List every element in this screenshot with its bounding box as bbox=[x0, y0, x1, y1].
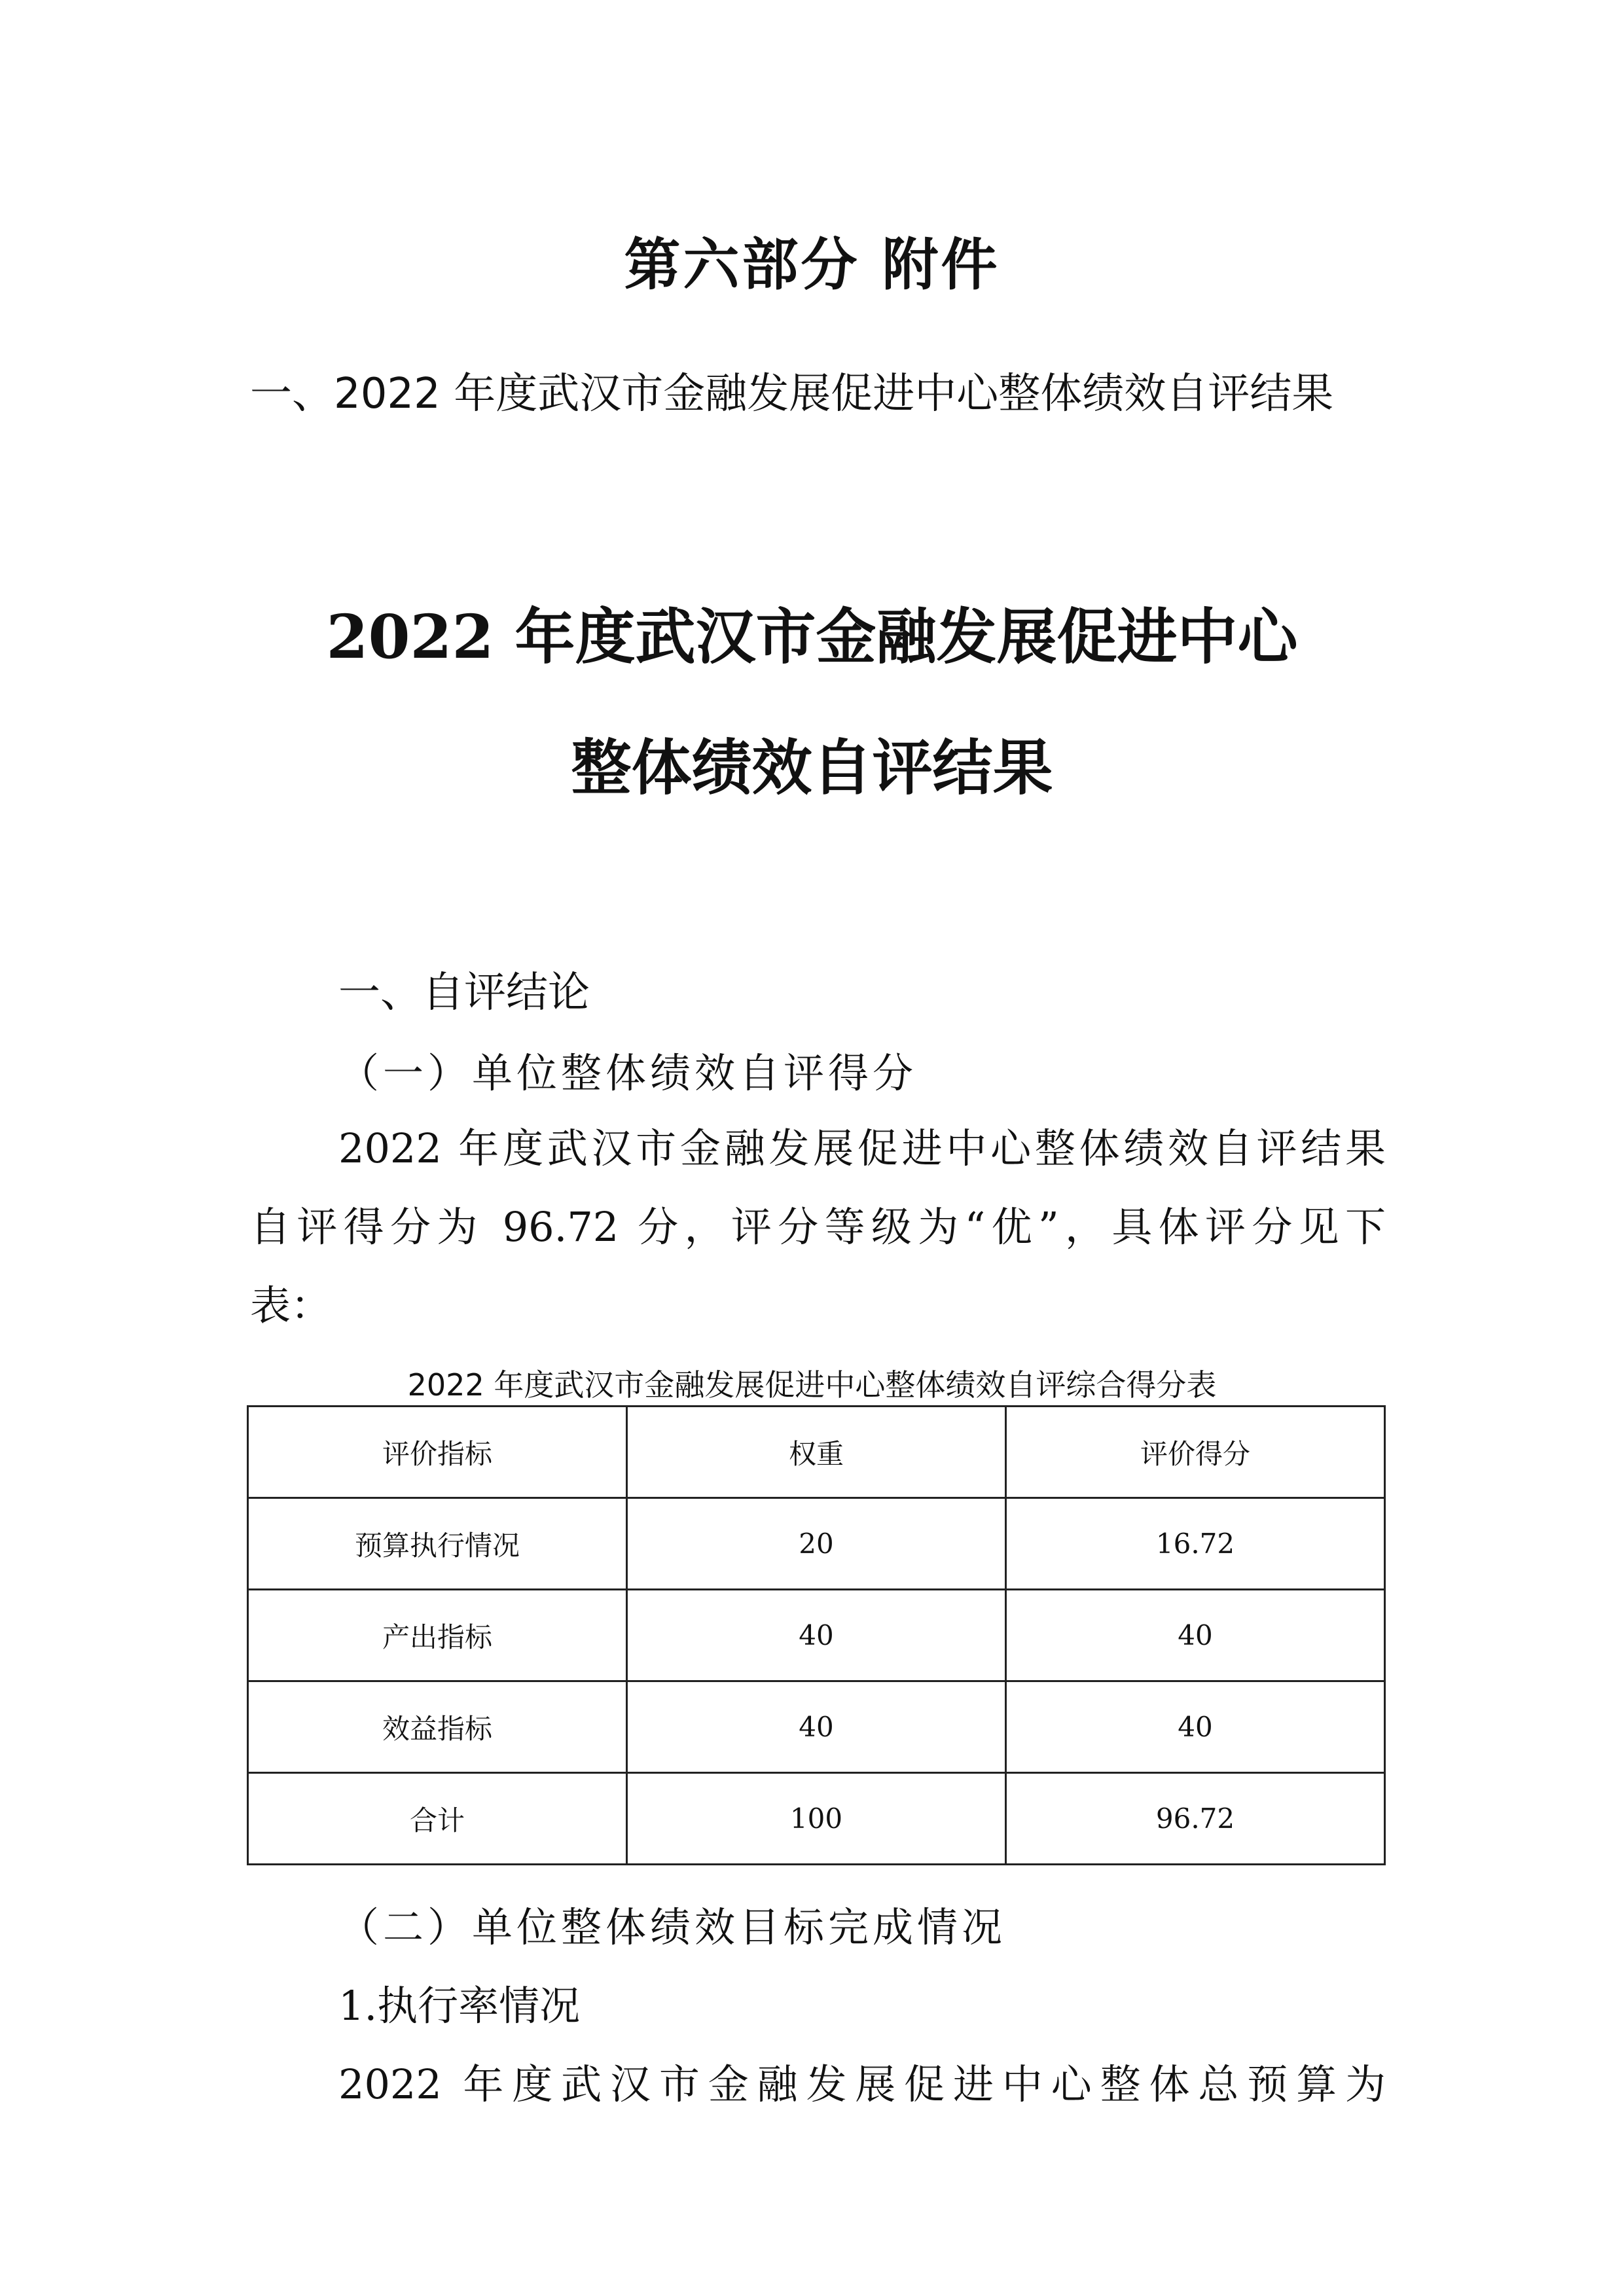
table-row bbox=[248, 1681, 1385, 1773]
budget-paragraph-line-1: 2022 年度武汉市金融发展促进中心整体总预算为 bbox=[338, 2060, 1386, 2108]
table-cell-weight: 40 bbox=[627, 1590, 1006, 1681]
table-cell-indicator: 效益指标 bbox=[248, 1681, 627, 1773]
score-paragraph-line-2: 自评得分为 96.72 分，评分等级为“优”，具体评分见下 bbox=[250, 1203, 1386, 1251]
table-row bbox=[248, 1498, 1385, 1590]
table-cell-score: 16.72 bbox=[1006, 1498, 1385, 1590]
table-cell-indicator: 合计 bbox=[248, 1773, 627, 1865]
doc-title-line-1: 2022 年度武汉市金融发展促进中心 bbox=[326, 601, 1298, 672]
table-cell-score: 96.72 bbox=[1006, 1773, 1385, 1865]
header-cell-weight: 权重 bbox=[627, 1407, 1006, 1498]
score-paragraph-line-1: 2022 年度武汉市金融发展促进中心整体绩效自评结果 bbox=[338, 1124, 1386, 1172]
table-caption: 2022 年度武汉市金融发展促进中心整体绩效自评综合得分表 bbox=[407, 1367, 1217, 1403]
section-heading: 一、2022 年度武汉市金融发展促进中心整体绩效自评结果 bbox=[250, 370, 1334, 418]
table-cell-indicator: 产出指标 bbox=[248, 1590, 627, 1681]
doc-title-line-2: 整体绩效自评结果 bbox=[571, 732, 1053, 803]
score-subheading: （一）单位整体绩效自评得分 bbox=[338, 1049, 918, 1097]
table-row bbox=[248, 1590, 1385, 1681]
table-header-row bbox=[248, 1407, 1385, 1498]
table-cell-weight: 20 bbox=[627, 1498, 1006, 1590]
completion-subheading: （二）单位整体绩效目标完成情况 bbox=[338, 1903, 1007, 1951]
score-table bbox=[247, 1405, 1386, 1865]
table-cell-indicator: 预算执行情况 bbox=[248, 1498, 627, 1590]
execution-rate-item: 1.执行率情况 bbox=[338, 1982, 581, 2030]
header-cell-score: 评价得分 bbox=[1006, 1407, 1385, 1498]
part-title: 第六部分 附件 bbox=[624, 232, 1000, 298]
table-cell-score: 40 bbox=[1006, 1681, 1385, 1773]
header-cell-indicator: 评价指标 bbox=[248, 1407, 627, 1498]
table-cell-weight: 40 bbox=[627, 1681, 1006, 1773]
table-cell-weight: 100 bbox=[627, 1773, 1006, 1865]
table-total-row bbox=[248, 1773, 1385, 1865]
score-paragraph-line-3: 表： bbox=[250, 1282, 332, 1329]
conclusion-heading: 一、自评结论 bbox=[338, 969, 590, 1017]
table-cell-score: 40 bbox=[1006, 1590, 1385, 1681]
